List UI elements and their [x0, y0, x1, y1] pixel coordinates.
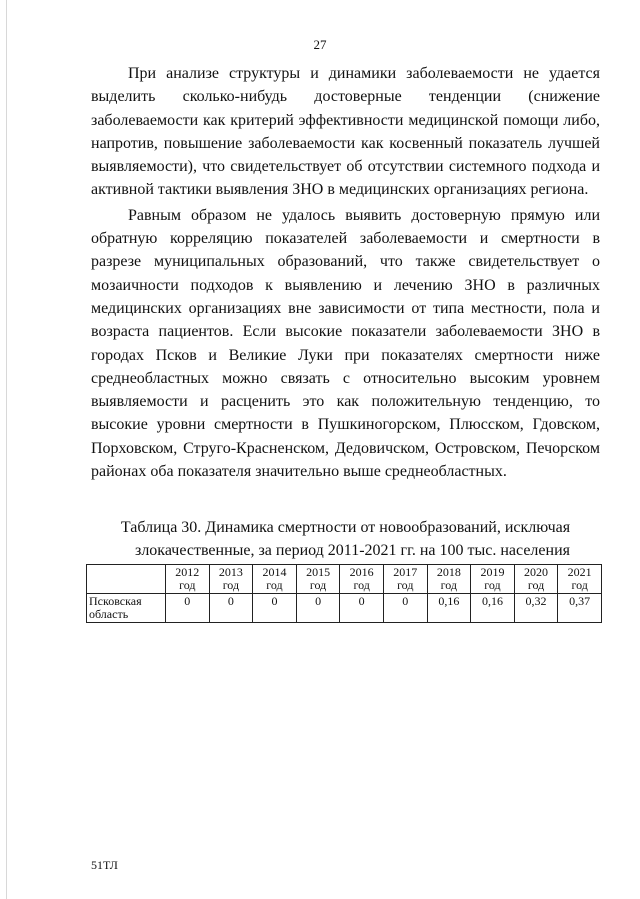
table-cell: 0	[383, 594, 427, 623]
year-header: 2017 год	[383, 565, 427, 594]
table-caption-line: Таблица 30. Динамика смертности от новообразований, исключая	[120, 519, 571, 536]
footer-code: 51ТЛ	[91, 858, 118, 872]
table-cell: 0,32	[514, 594, 558, 623]
region-label: Псковская область	[87, 594, 166, 623]
table-cell: 0,16	[471, 594, 515, 623]
paragraph: Равным образом не удалось выявить достоверную прямую или обратную корреляцию показателей заболеваемости и смертности в разрезе муниципальных образований, что также свидетельствует о мозаичности подходов к выявлению и лечению ЗНО в различных медицинских организациях вне зависимости от типа местности, пола и возраста пациентов. Если высокие показатели заболеваемости ЗНО в городах Псков и Великие Луки при показателях смертности ниже среднеобластных можно связать с относительно высоким уровнем выявляемости и расценить это как положительную тенденцию, то высокие уровни смертности в Пушкиногорском, Плюсском, Гдовском, Порховском, Струго-Красненском, Дедовичском, Островском, Печорском районах оба показателя значительно выше среднеобластных.	[91, 206, 600, 481]
table-row	[87, 594, 602, 623]
year-header: 2016 год	[340, 565, 384, 594]
year-header: 2015 год	[296, 565, 340, 594]
year-header: 2014 год	[253, 565, 297, 594]
scan-margin-line	[6, 0, 7, 899]
table-header-row	[87, 565, 602, 594]
table-cell: 0	[209, 594, 253, 623]
table-corner-cell	[87, 565, 166, 594]
page-number: 27	[313, 37, 327, 52]
year-header: 2019 год	[471, 565, 515, 594]
table-cell: 0	[166, 594, 210, 623]
table-caption-line: злокачественные, за период 2011-2021 гг. на 100 тыс. населения	[135, 542, 570, 559]
year-header: 2020 год	[514, 565, 558, 594]
table-cell: 0	[340, 594, 384, 623]
table-cell: 0,16	[427, 594, 471, 623]
table-cell: 0	[296, 594, 340, 623]
table-caption	[91, 516, 600, 562]
body-text	[91, 62, 600, 483]
paragraph: При анализе структуры и динамики заболеваемости не удается выделить сколько-нибудь достоверные тенденции (снижение заболеваемости как критерий эффективности медицинской помощи либо, напротив, повышение заболеваемости как косвенный показатель лучшей выявляемости), что свидетельствует об отсутствии системного подхода и активной тактики выявления ЗНО в медицинских организациях региона.	[91, 65, 600, 199]
table-cell: 0	[253, 594, 297, 623]
table-cell: 0,37	[558, 594, 602, 623]
year-header: 2021 год	[558, 565, 602, 594]
year-header: 2018 год	[427, 565, 471, 594]
year-header: 2013 год	[209, 565, 253, 594]
mortality-table	[86, 564, 602, 623]
year-header: 2012 год	[166, 565, 210, 594]
